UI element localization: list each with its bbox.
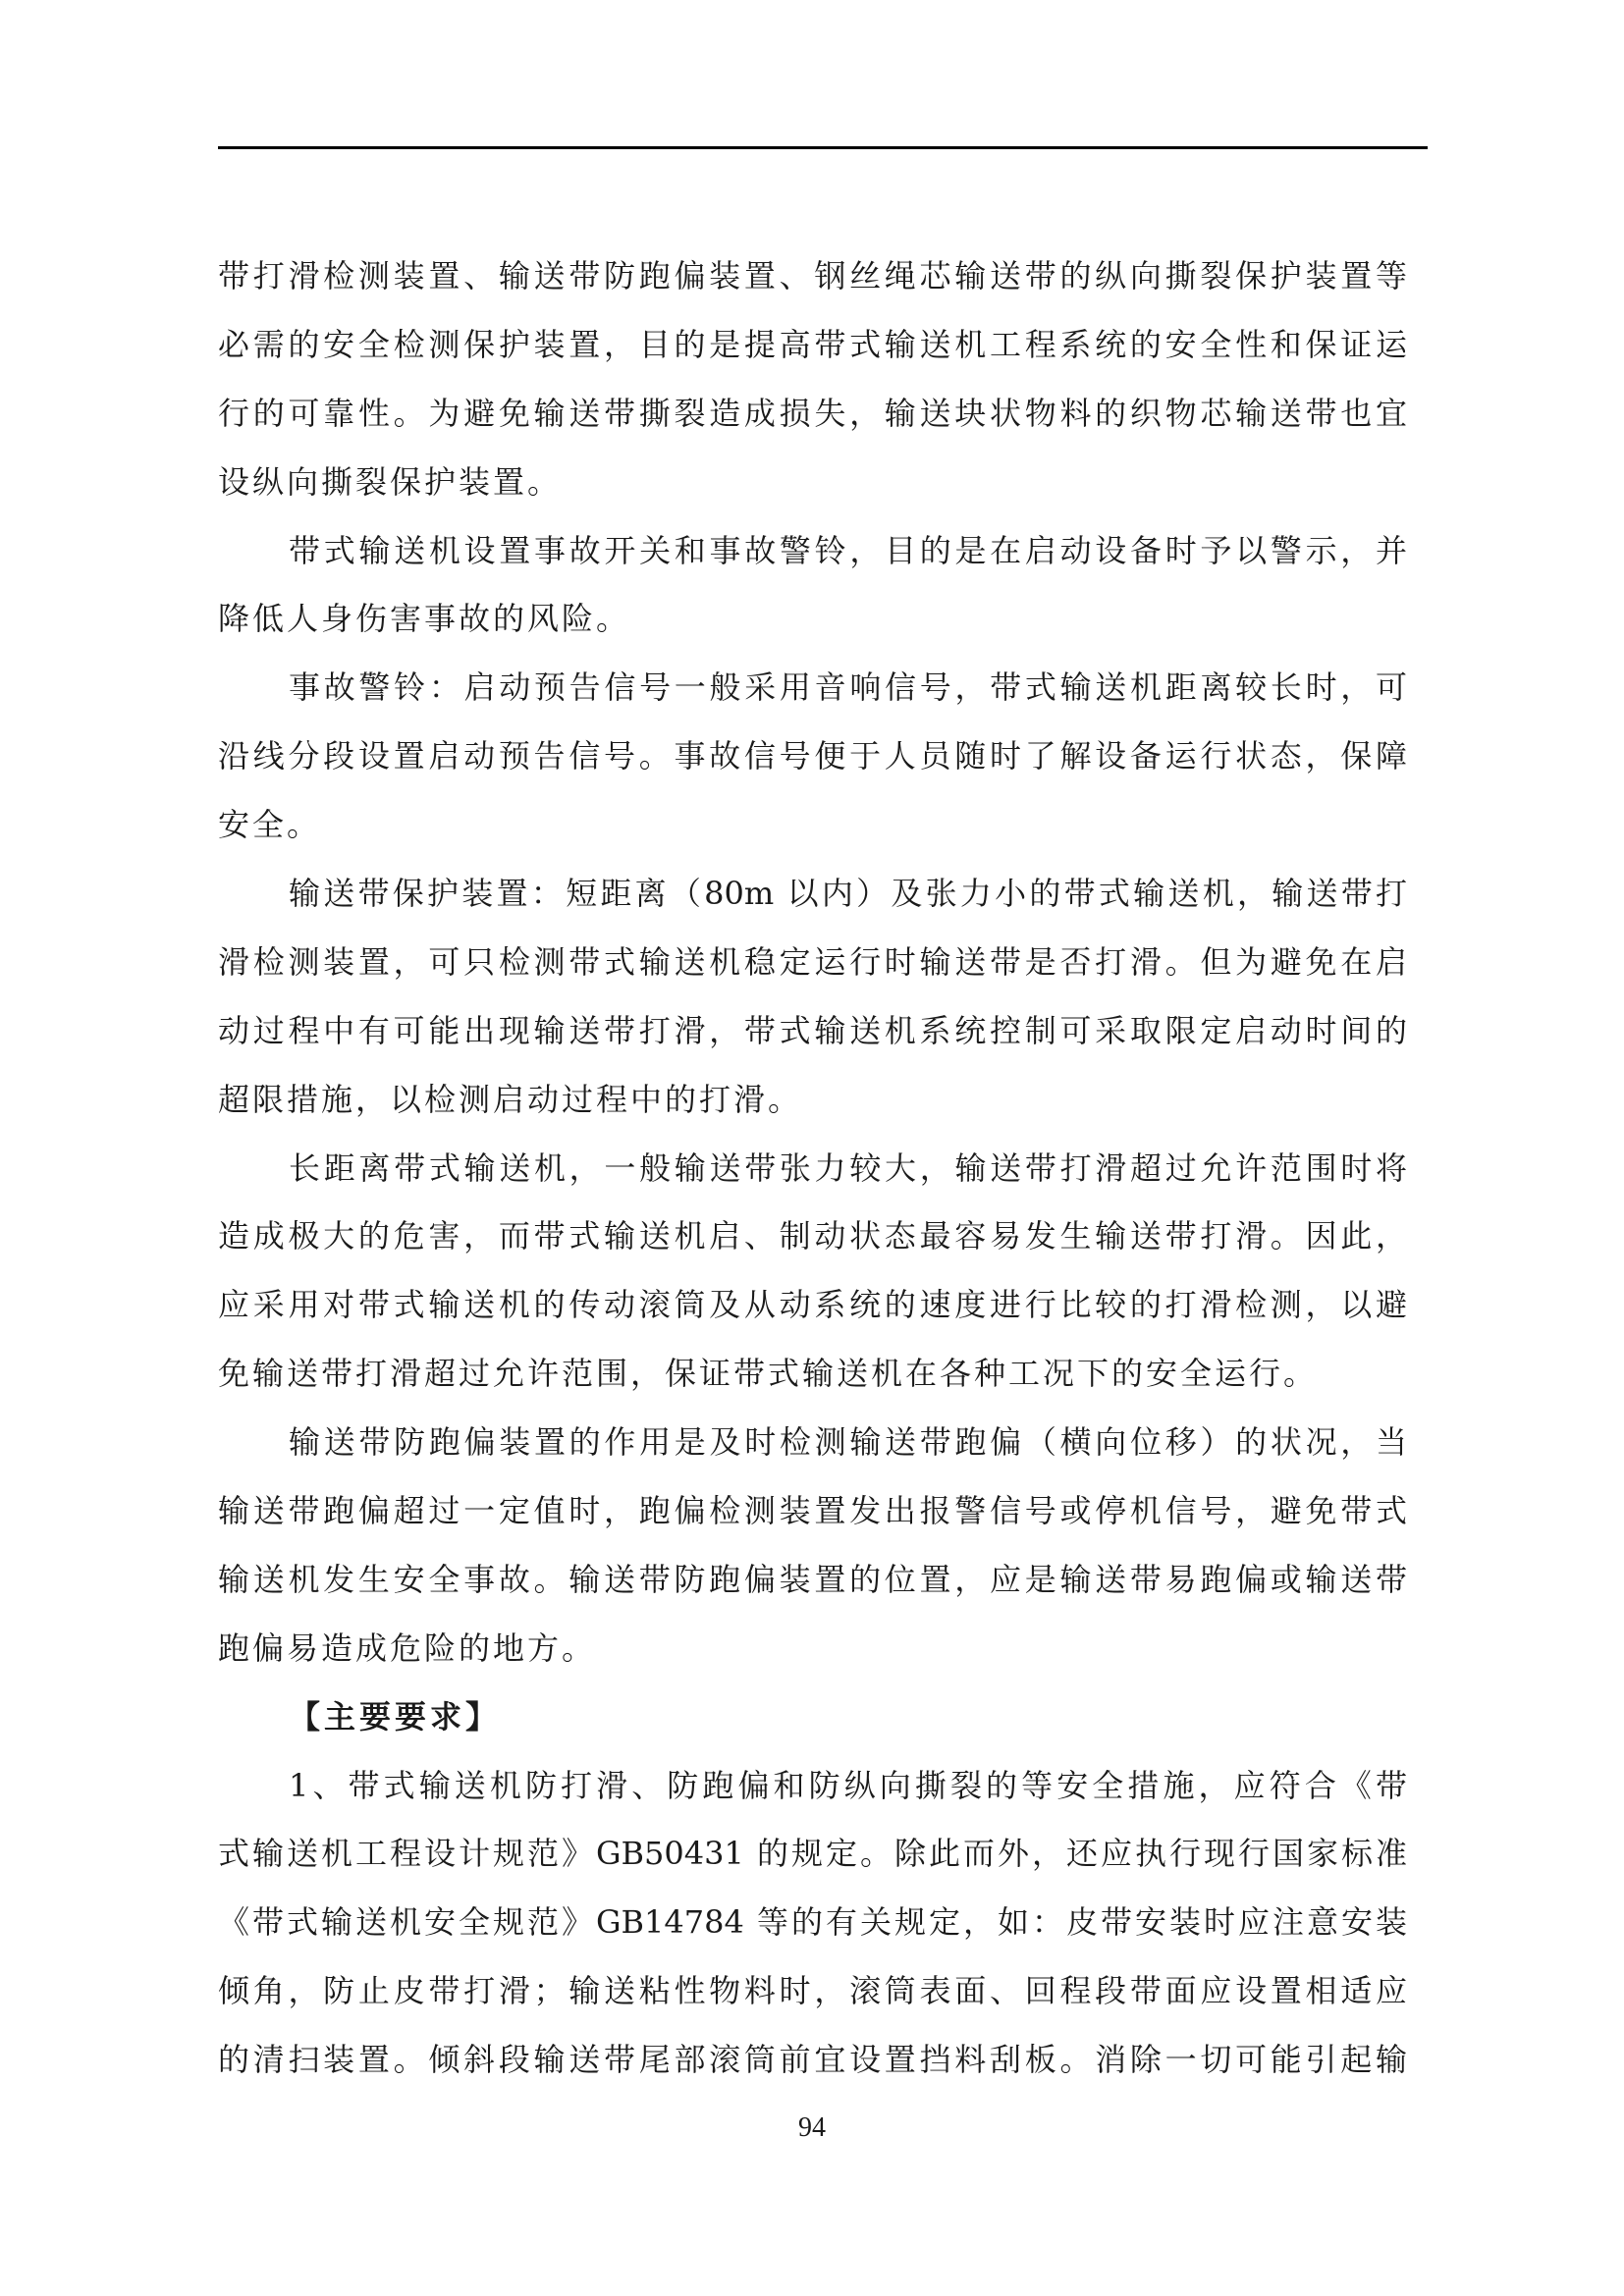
- text-line: 安全。: [218, 806, 322, 844]
- page-number: 94: [798, 2112, 826, 2143]
- paragraph: [218, 1408, 1407, 1682]
- paragraph: [218, 1134, 1407, 1409]
- text-line: 沿线分段设置启动预告信号。事故信号便于人员随时了解设备运行状态，保障: [218, 737, 1407, 775]
- text-line: 动过程中有可能出现输送带打滑，带式输送机系统控制可采取限定启动时间的: [218, 1011, 1407, 1049]
- text-line: 必需的安全检测保护装置，目的是提高带式输送机工程系统的安全性和保证运: [218, 325, 1407, 363]
- section-heading: 【主要要求】: [289, 1697, 502, 1735]
- text-line: 滑检测装置，可只检测带式输送机稳定运行时输送带是否打滑。但为避免在启: [218, 942, 1407, 981]
- body-text: [218, 241, 1407, 2094]
- text-line: 输送带跑偏超过一定值时，跑偏检测装置发出报警信号或停机信号，避免带式: [218, 1492, 1407, 1530]
- text-line: 降低人身伤害事故的风险。: [218, 600, 631, 638]
- paragraph: [218, 859, 1407, 1134]
- text-line: 的清扫装置。倾斜段输送带尾部滚筒前宜设置挡料刮板。消除一切可能引起输: [218, 2041, 1407, 2079]
- text-line: 行的可靠性。为避免输送带撕裂造成损失，输送块状物料的织物芯输送带也宜: [218, 394, 1407, 432]
- paragraph: [218, 653, 1407, 859]
- text-line: 《带式输送机安全规范》GB14784 等的有关规定，如：皮带安装时应注意安装: [218, 1903, 1407, 1942]
- text-line: 长距离带式输送机，一般输送带张力较大，输送带打滑超过允许范围时将: [289, 1148, 1407, 1187]
- requirement-paragraph: [218, 1751, 1407, 2094]
- text-line: 跑偏易造成危险的地方。: [218, 1629, 597, 1667]
- text-line: 输送带保护装置：短距离（80m 以内）及张力小的带式输送机，输送带打: [289, 875, 1407, 913]
- text-line: 倾角，防止皮带打滑；输送粘性物料时，滚筒表面、回程段带面应设置相适应: [218, 1972, 1407, 2010]
- header-rule: [218, 146, 1428, 149]
- text-line: 带打滑检测装置、输送带防跑偏装置、钢丝绳芯输送带的纵向撕裂保护装置等: [218, 257, 1407, 294]
- text-line: 带式输送机设置事故开关和事故警铃，目的是在启动设备时予以警示，并: [289, 531, 1407, 569]
- text-line: 1、带式输送机防打滑、防跑偏和防纵向撕裂的等安全措施，应符合《带: [289, 1766, 1407, 1804]
- text-line: 免输送带打滑超过允许范围，保证带式输送机在各种工况下的安全运行。: [218, 1355, 1319, 1393]
- paragraph: [218, 516, 1407, 654]
- text-line: 式输送机工程设计规范》GB50431 的规定。除此而外，还应执行现行国家标准: [218, 1835, 1407, 1873]
- text-line: 超限措施，以检测启动过程中的打滑。: [218, 1080, 803, 1118]
- text-line: 输送机发生安全事故。输送带防跑偏装置的位置，应是输送带易跑偏或输送带: [218, 1560, 1407, 1598]
- text-line: 设纵向撕裂保护装置。: [218, 462, 563, 501]
- text-line: 输送带防跑偏装置的作用是及时检测输送带跑偏（横向位移）的状况，当: [289, 1423, 1407, 1462]
- text-line: 应采用对带式输送机的传动滚筒及从动系统的速度进行比较的打滑检测，以避: [218, 1286, 1407, 1324]
- paragraph: [218, 241, 1407, 516]
- text-line: 造成极大的危害，而带式输送机启、制动状态最容易发生输送带打滑。因此，: [218, 1217, 1407, 1255]
- text-line: 事故警铃：启动预告信号一般采用音响信号，带式输送机距离较长时，可: [289, 668, 1407, 707]
